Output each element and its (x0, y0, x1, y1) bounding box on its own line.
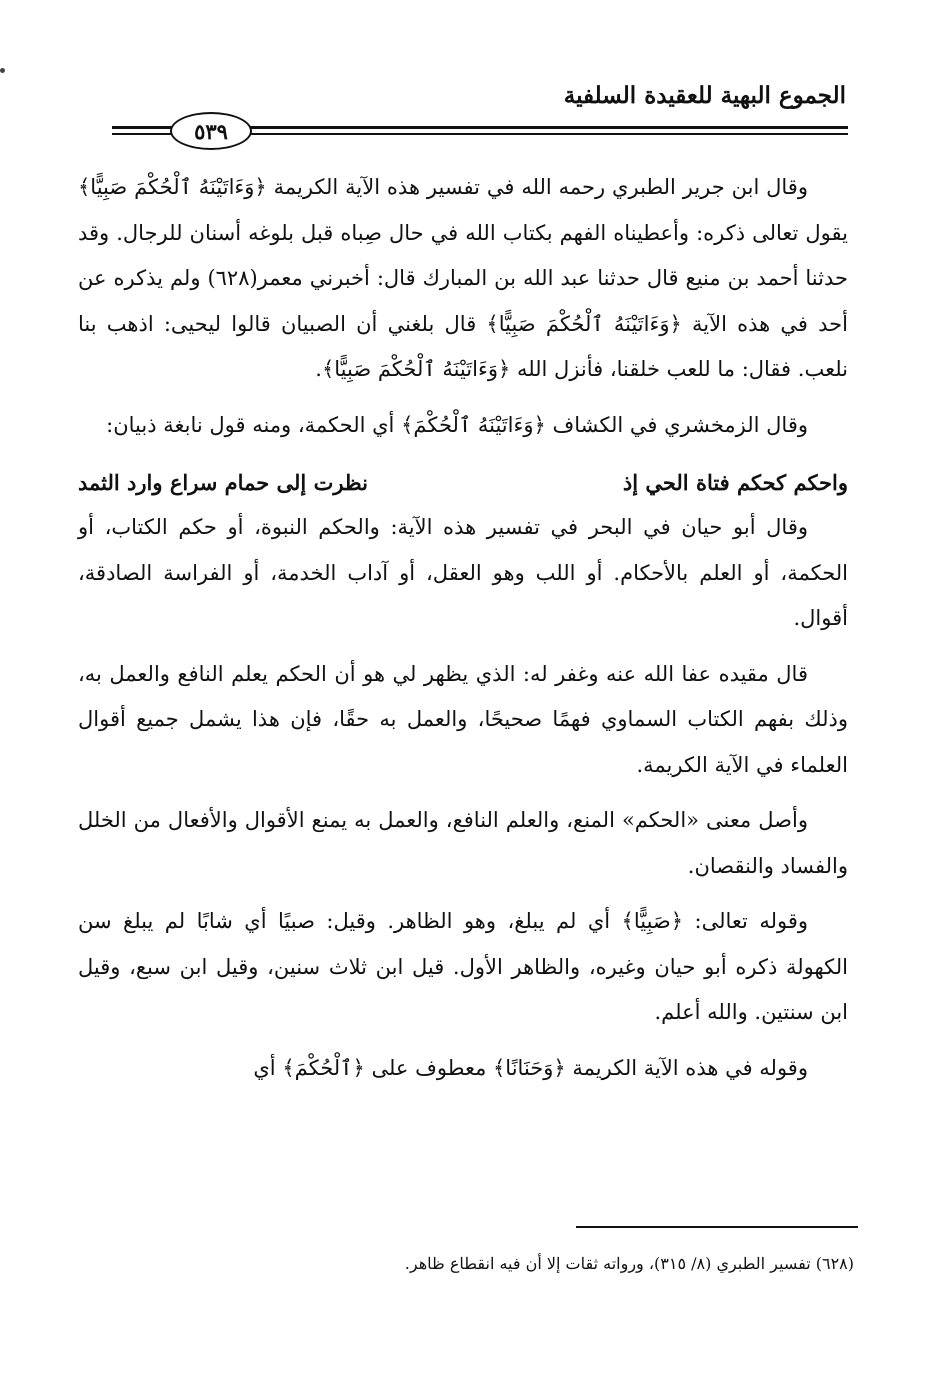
verse-first-hemistich: واحكم كحكم فتاة الحي إذ (622, 470, 848, 495)
paragraph-meaning-hukm: وأصل معنى «الحكم» المنع، والعلم النافع، والعمل به يمنع الأقوال والأفعال من الخلل والفساد والنقصان. (78, 808, 848, 878)
footnote-rule (576, 1226, 858, 1228)
running-header-title: الجموع البهية للعقيدة السلفية (563, 82, 846, 109)
paragraph-hanan: وقوله في هذه الآية الكريمة ﴿وَحَنَانًا﴾ معطوف على ﴿ٱلْحُكْمَ﴾ أي (253, 1055, 808, 1080)
page-number: ٥٣٩ (170, 112, 252, 150)
paragraph-zamakhshari: وقال الزمخشري في الكشاف ﴿وَءَاتَيْنَهُ ٱلْحُكْمَ﴾ أي الحكمة، ومنه قول نابغة ذبيان: (106, 412, 808, 437)
paragraph-tabari: وقال ابن جرير الطبري رحمه الله في تفسير هذه الآية الكريمة ﴿وَءَاتَيْنَهُ ٱلْحُكْمَ صَبِيًّا﴾ يقول تعالى ذكره: وأعطيناه الفهم بكتاب الله في حال صِباه قبل بلوغه أسنان للرجال. وقد حدثنا أحمد بن منيع قال حدثنا عبد الله بن المبارك قال: أخبرني معمر(٦٢٨) ولم يذكره عن أحد في هذه الآية ﴿وَءَاتَيْنَهُ ٱلْحُكْمَ صَبِيًّا﴾ قال بلغني أن الصبيان قالوا ليحيى: اذهب بنا نلعب. فقال: ما للعب خلقنا، فأنزل الله ﴿وَءَاتَيْنَهُ ٱلْحُكْمَ صَبِيًّا﴾. (78, 175, 848, 381)
poetry-verse (78, 460, 848, 505)
footnote-628: (٦٢٨) تفسير الطبري (٨/ ٣١٥)، ورواته ثقات إلا أن فيه انقطاع ظاهر. (404, 1254, 854, 1273)
margin-mark (0, 68, 5, 73)
paragraph-sabiyya: وقوله تعالى: ﴿صَبِيًّا﴾ أي لم يبلغ، وهو الظاهر. وقيل: صبيًا أي شابًا لم يبلغ سن الكهولة ذكره أبو حيان وغيره، والظاهر الأول. قيل ابن ثلاث سنين، وقيل ابن سبع، وقيل ابن سنتين. والله أعلم. (78, 909, 848, 1024)
verse-second-hemistich: نظرت إلى حمام سراع وارد الثمد (78, 470, 368, 495)
page-body (78, 165, 848, 1101)
paragraph-author-view: قال مقيده عفا الله عنه وغفر له: الذي يظهر لي هو أن الحكم يعلم النافع والعمل به، وذلك بفهم الكتاب السماوي فهمًا صحيحًا، والعمل به حقًا، فإن هذا يشمل جميع أقوال العلماء في الآية الكريمة. (78, 661, 848, 777)
paragraph-abu-hayyan: وقال أبو حيان في البحر في تفسير هذه الآية: والحكم النبوة، أو حكم الكتاب، أو الحكمة، أو العلم بالأحكام. أو اللب وهو العقل، أو آداب الخدمة، أو الفراسة الصادقة، أقوال. (78, 515, 848, 630)
